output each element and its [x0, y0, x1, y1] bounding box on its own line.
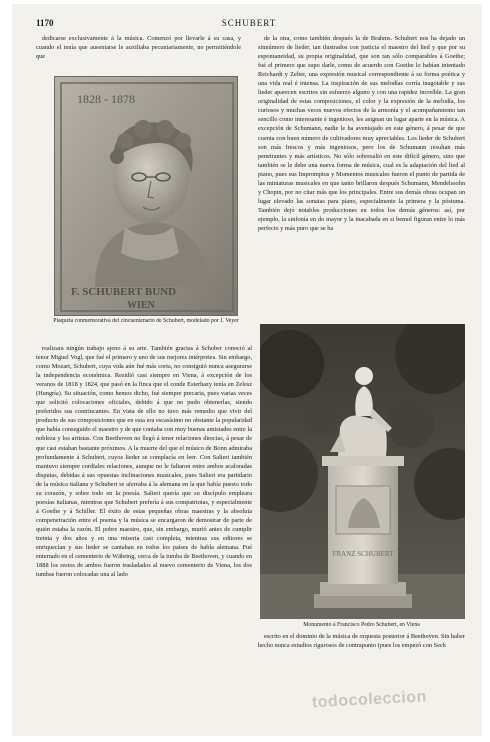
pedestal-inscription: FRANZ SCHUBERT: [332, 550, 394, 558]
page-number: 1170: [36, 18, 54, 28]
monument-caption: Monumento á Francisco Pedro Schubert, en Viena: [303, 622, 420, 628]
plaque-caption: Plaqueta conmemorativa del cincuentenario de Schubert, modelado por J. Veyer: [53, 318, 239, 324]
watermark-logo: todocoleccion: [311, 688, 428, 712]
column-bottom-left: [36, 344, 252, 712]
paragraph: dedicarse exclusivamente á la música. Comenzó por llevarle á su casa, y cuando el tenía que ausentarse le auxiliaba pecuniariamente, no permitiéndole que: [36, 35, 241, 61]
plaque-image: [54, 76, 238, 316]
column-top-left: [36, 34, 241, 72]
plaque-name-inscription: F. SCHUBERT BUND: [71, 286, 177, 298]
paragraph: de la otra, como también después la de Brahms. Schubert nos ha dejado un sinnúmero de lieder, tan ilustrados con justicia el maestro del lied y que por su espontaneidad, su propia originalidad, que son tan sólo comparables á Goethe; fué el primero que supo darle, como de acuerdo con Goethe lo habían intentado Reichardt y Zelter, una expresión musical correspondiente á su forma poética y una vida real é intensa. La inspiración de sus melodías corría inagotable y sus lieder aparecen escritos sin esfuerzo alguno y con una rapidez increíble. La gran originalidad de estas composiciones, el color y la expresión de la melodía, los curiosos y muchas veces nuevos efectos de la armonía y el acompañamiento tan sencillo como interesante é ingenioso, les asignan un lugar aparte en la música. A excepción de Schumann, nadie le ha aventajado en este género, á pesar de que cuenta con buen número de cultivadores muy apreciables. Los lieder de Schubert son más frescos y más ingeniosos, pero los de Schumann resultan más penetrantes y más artísticos. No sólo sobresalió en este difícil género, sino que también se le debe una nueva forma de música, cual es la adaptación del lied al piano, pues sus Impromptus y Momentos musicales fueron el punto de partida de las miniaturas musicales en que tanto brillaron después Schumann, Mendelssohn y Chopin, por no citar más que los principales. Entre sus demás obras ocupan un lugar elevado las sonatas para piano, especialmente la primera y la póstuma. También dejó notables producciones en todos los demás géneros: así, por ejemplo, la sinfonía en do mayor y la inacabada en si bemol figuran entre lo más perfecto y más puro que se ha: [258, 35, 465, 232]
page: [12, 4, 482, 736]
running-title: SCHUBERT: [221, 18, 277, 28]
monument-photo: [260, 324, 465, 619]
monument-illustration: [260, 324, 465, 619]
column-bottom-right: [258, 632, 465, 688]
plaque-illustration: [55, 77, 238, 316]
paragraph: escrito en el dominio de la música de orquesta posterior á Beethoven. Sin haber hecho nunca estudios rigurosos de contrapunto (pues los empezó con Sech: [258, 633, 465, 650]
plaque-city-inscription: WIEN: [127, 300, 155, 311]
plaque-year-label: 1828 - 1878: [77, 92, 135, 106]
running-head: [36, 18, 462, 32]
paragraph: realizara ningún trabajo ajeno á su arte. También gracias á Schober conoció al tenor Miguel Vogl, que fué el primero y uno de sus mejores intérpretes. Sin embargo, como Mozart, Schubert, cuya vida aún fué más corta, no consiguió nunca asegurarse la independencia económica. Residió casi siempre en Viena, á excepción de los veranos de 1818 y 1824, que pasó en la finca que el conde Esterhazy tenía en Zelesz (Hungría). Su situación, como hemos dicho, fué siempre precaria, pues varias veces que solicitó colocaciones oficiales, debido á que no pudo obtenerlas, siendo preferidos sus contrincantes. En vista de ello no tuvo más remedio que vivir del producto de sus composiciones que en esta era escasísimo no obstante la popularidad que había conseguido el maestro y de que contaba con muy buenas amistades entre la nobleza y los artistas. Con Beethoven no llegó á tener relaciones directas, á pesar de que casi estaban bastante próximos. A la muerte del que el músico de Bonn admiraba profundamente á Schubert, cuyos lieder se complacía en leer. Con Salieri también mantuvo siempre cordiales relaciones, aunque no le faltaron entre ambos acaloradas disputas, debidas á sus opuestas inclinaciones musicales, pues Salieri era partidario de la música italiana y Schubert se aferraba á la alemana en la que había puesto todo su corazón, y sobre todo en la poesía. Salieri quería que su discípulo empleara poesías italianas, mientras que Schubert prefería á sus compatriotas, y especialmente á Goethe y á Schiller. El éxito de estas pequeñas obras maestras y la absoluta compenetración entre el poema y la música se encargaron de demostrar de parte de quién estaba la razón. El pobre maestro, que, sin embargo, murió antes de cumplir treinta y dos años y en una miseria casi completa, mientras sus editores se enriquecían y sus lieder se cantaban en todos los países de habla alemana. Fué enterrado en el cementerio de Währing, cerca de la tumba de Beethoven, y cuando en 1888 los restos de ambos fueron trasladados al nuevo cementerio de Viena, los dos tumbas fueron colocadas una al lado: [36, 345, 252, 579]
column-top-right: [258, 34, 465, 320]
